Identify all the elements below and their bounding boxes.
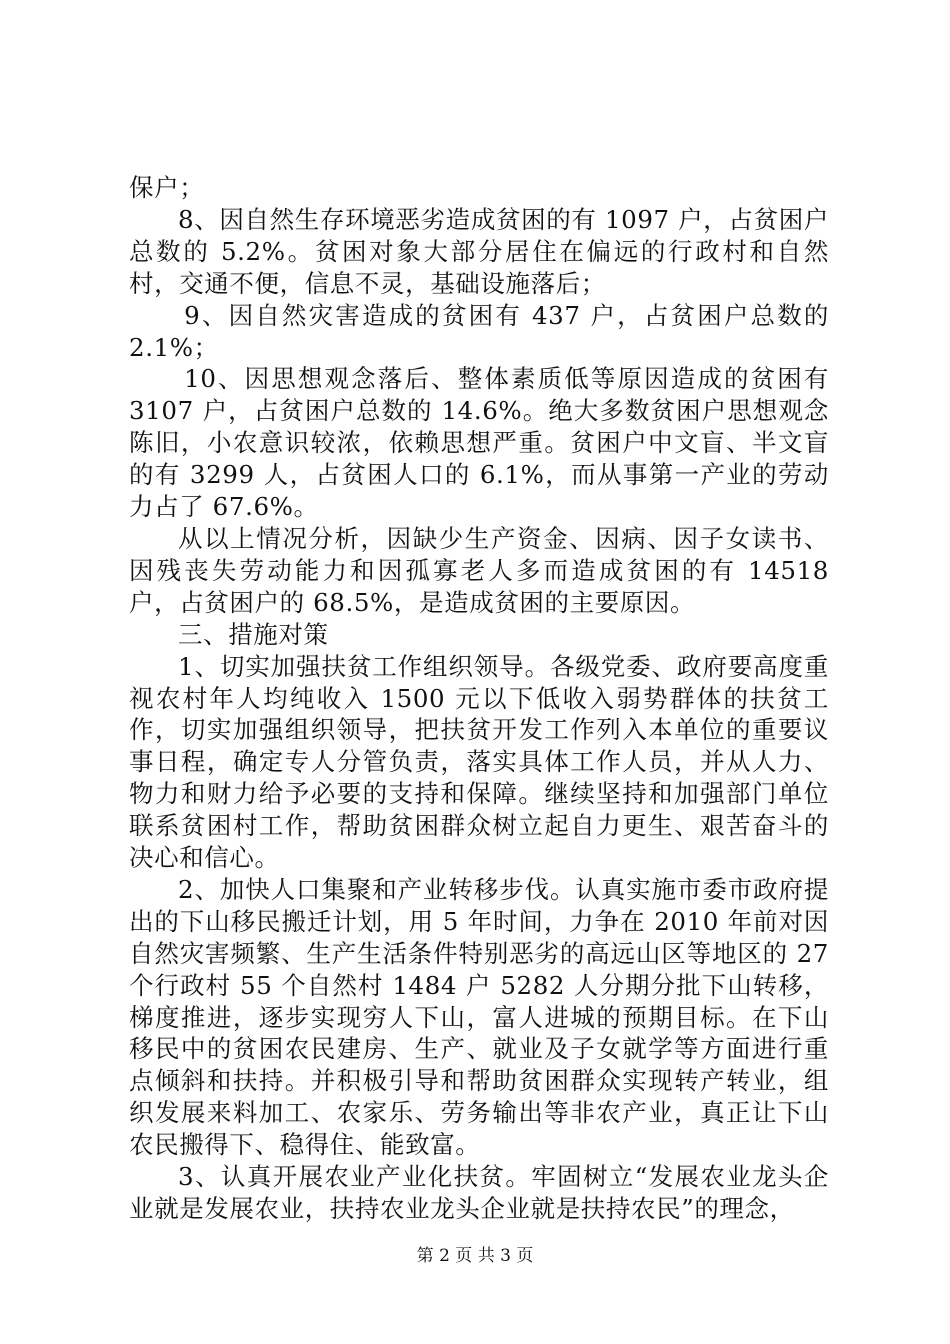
paragraph-4: 从以上情况分析，因缺少生产资金、因病、因子女读书、因残丧失劳动能力和因孤寡老人多而造成贫困的有 14518 户，占贫困户的 68.5%，是造成贫困的主要原因。	[129, 523, 829, 617]
page-footer: 第 2 页 共 3 页	[416, 1246, 534, 1266]
paragraph-8: 3、认真开展农业产业化扶贫。牢固树立“发展农业龙头企业就是发展农业，扶持农业龙头企业就是扶持农民”的理念，	[129, 1162, 829, 1223]
paragraph-7: 2、加快人口集聚和产业转移步伐。认真实施市委市政府提出的下山移民搬迁计划，用 5 年时间，力争在 2010 年前对因自然灾害频繁、生产生活条件特别恶劣的高远山区等地区的 27 个行政村 55 个自然村 1484 户 5282 人分期分批下山转移，梯度推进，逐步实现穷人下山，富人进城的预期目标。在下山移民中的贫困农民建房、生产、就业及子女就学等方面进行重点倾斜和扶持。并积极引导和帮助贫困群众实现转产转业，组织发展来料加工、农家乐、劳务输出等非农产业，真正让下山农民搬得下、稳得住、能致富。	[129, 874, 829, 1160]
paragraph-3: 10、因思想观念落后、整体素质低等原因造成的贫困有 3107 户，占贫困户总数的 14.6%。绝大多数贫困户思想观念陈旧，小农意识较浓，依赖思想严重。贫困户中文盲、半文盲的有 3299 人，占贫困人口的 6.1%，而从事第一产业的劳动力占了 67.6%。	[129, 364, 829, 522]
paragraph-6: 1、切实加强扶贫工作组织领导。各级党委、政府要高度重视农村年人均纯收入 1500 元以下低收入弱势群体的扶贫工作，切实加强组织领导，把扶贫开发工作列入本单位的重要议事日程，确定专人分管负责，落实具体工作人员，并从人力、物力和财力给予必要的支持和保障。继续坚持和加强部门单位联系贫困村工作，帮助贫困群众树立起自力更生、艰苦奋斗的决心和信心。	[129, 651, 829, 873]
paragraph-2: 9、因自然灾害造成的贫困有 437 户，占贫困户总数的 2.1%；	[129, 300, 829, 362]
section-heading: 三、措施对策	[178, 619, 329, 649]
paragraph-1: 8、因自然生存环境恶劣造成贫困的有 1097 户，占贫困户总数的 5.2%。贫困对象大部分居住在偏远的行政村和自然村，交通不便，信息不灵，基础设施落后；	[129, 204, 829, 298]
document-body	[129, 172, 829, 1225]
paragraph-0: 保户；	[129, 173, 205, 202]
